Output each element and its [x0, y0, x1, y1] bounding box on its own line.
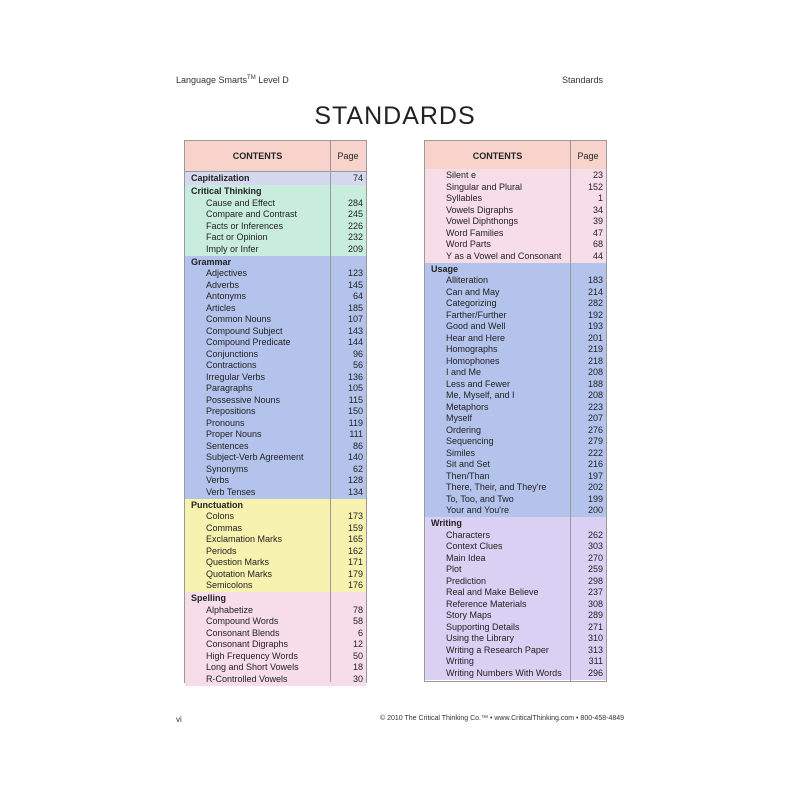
topic-label: Synonyms [206, 463, 249, 474]
table-row [185, 198, 366, 210]
table-row [425, 436, 606, 448]
page-number-cell: 105 [347, 383, 363, 393]
topic-label: Writing [446, 656, 474, 666]
page-number-cell: 216 [587, 459, 603, 469]
page-number-cell: 115 [348, 394, 363, 405]
topic-label: Sit and Set [446, 459, 491, 469]
page-number-cell: 143 [347, 325, 363, 336]
page-number-cell: 208 [587, 367, 603, 377]
table-row [185, 280, 366, 292]
page-number-cell: 202 [587, 482, 603, 492]
topic-label: I and Me [446, 367, 482, 377]
topic-label: Using the Library [446, 633, 515, 643]
topic-label: Similes [446, 447, 476, 458]
table-row [185, 441, 366, 453]
topic-label: Y as a Vowel and Consonant [446, 250, 562, 261]
topic-label: Verb Tenses [206, 486, 256, 497]
page-number-cell: 232 [347, 232, 363, 242]
topic-label: Conjunctions [206, 348, 259, 359]
page-number-cell: 162 [347, 545, 363, 556]
table-row [425, 471, 606, 483]
topic-label: R-Controlled Vowels [206, 673, 288, 684]
table-row [425, 530, 606, 542]
table-row [425, 668, 606, 680]
topic-label: Semicolons [206, 580, 253, 590]
table-row [185, 232, 366, 244]
topic-label: Possessive Nouns [206, 394, 281, 405]
table-row [185, 406, 366, 418]
table-row [185, 674, 366, 686]
topic-label: Hear and Here [446, 332, 506, 343]
table-row [185, 662, 366, 674]
topic-label: Supporting Details [446, 621, 520, 632]
table-row [185, 429, 366, 441]
topic-label: Ordering [446, 424, 482, 435]
page-number-cell: 6 [357, 627, 363, 638]
page-number-cell: 86 [352, 440, 363, 451]
table-row [185, 337, 366, 349]
table-row [185, 452, 366, 464]
page-number-cell: 150 [347, 406, 363, 416]
page-number-cell: 183 [587, 275, 603, 285]
section-heading: Punctuation [191, 499, 243, 510]
page-number-cell: 78 [352, 604, 363, 615]
topic-label: Contractions [206, 360, 257, 370]
page-number-cell: 207 [587, 413, 603, 423]
page-number-cell: 128 [347, 475, 363, 485]
topic-label: Pronouns [206, 417, 245, 428]
page-number-cell: 136 [347, 371, 363, 382]
page-number-cell: 47 [592, 227, 603, 238]
table-row [185, 209, 366, 221]
topic-label: Metaphors [446, 401, 489, 412]
page-number-cell: 308 [587, 598, 603, 609]
page-number-cell: 298 [587, 575, 603, 586]
section-heading: Critical Thinking [191, 186, 262, 196]
table-row [185, 326, 366, 338]
table-row [425, 576, 606, 588]
topic-label: Proper Nouns [206, 429, 262, 439]
page-title: STANDARDS [314, 102, 476, 130]
table-row [185, 511, 366, 523]
page-number-cell: 50 [352, 650, 363, 661]
table-row [425, 228, 606, 240]
topic-label: Word Families [446, 227, 504, 238]
standards-table-left [184, 140, 367, 683]
table-row [185, 372, 366, 384]
table-row [185, 349, 366, 361]
table-row [185, 569, 366, 581]
table-row [425, 367, 606, 379]
table-header [425, 141, 606, 172]
page-number-cell: 119 [348, 417, 363, 428]
table-row [185, 268, 366, 280]
topic-label: Sentences [206, 440, 249, 451]
topic-label: High Frequency Words [206, 650, 298, 661]
page-number-cell: 276 [587, 424, 603, 435]
page-number-cell: 134 [347, 486, 363, 497]
table-row [425, 402, 606, 414]
contents-header: CONTENTS [232, 151, 283, 161]
page-number-cell: 200 [587, 505, 603, 515]
page-number-cell: 199 [587, 493, 603, 504]
table-row [185, 464, 366, 476]
page-number-cell: 64 [352, 291, 363, 301]
section-heading-row [185, 173, 366, 185]
page-number-cell: 179 [347, 568, 363, 579]
topic-label: Myself [446, 413, 473, 423]
table-row [425, 564, 606, 576]
table-row [425, 193, 606, 205]
table-row [425, 287, 606, 299]
running-header-left: Language Smarts™ Level D [176, 75, 289, 85]
table-row [425, 205, 606, 217]
section-heading-row [425, 518, 606, 530]
section-heading-row [185, 500, 366, 512]
page-number-cell: 259 [587, 564, 603, 574]
topic-label: Then/Than [446, 470, 490, 481]
page-number-cell: 289 [587, 610, 603, 620]
page-number-cell: 271 [587, 621, 603, 632]
topic-label: Your and You're [446, 505, 509, 515]
section-heading: Spelling [191, 593, 227, 603]
table-row [425, 239, 606, 251]
page-number-cell: 62 [352, 463, 363, 474]
table-row [185, 557, 366, 569]
page-number-cell: 208 [587, 390, 603, 400]
topic-label: Commas [206, 522, 243, 533]
page-number-cell: 18 [352, 662, 363, 672]
topic-label: Long and Short Vowels [206, 662, 299, 672]
copyright-footer: © 2010 The Critical Thinking Co.™ • www.CriticalThinking.com • 800-458-4849 [380, 715, 625, 722]
table-row [185, 628, 366, 640]
section-heading: Usage [431, 263, 459, 274]
page-number-cell: 23 [592, 170, 603, 180]
table-row [425, 182, 606, 194]
section-heading: Capitalization [191, 173, 250, 183]
table-row [185, 314, 366, 326]
page-number-cell: 284 [347, 197, 363, 208]
page-number-cell: 192 [587, 309, 603, 320]
topic-label: Imply or Infer [206, 243, 259, 254]
table-row [425, 425, 606, 437]
page-number-cell: 68 [592, 239, 603, 249]
topic-label: Context Clues [446, 541, 503, 551]
table-row [185, 651, 366, 663]
page-number-cell: 222 [587, 447, 603, 458]
topic-label: Singular and Plural [446, 181, 523, 192]
page-header: Page [577, 151, 599, 161]
topic-label: Antonyms [206, 291, 247, 301]
page-number-cell: 159 [347, 522, 363, 533]
topic-label: Question Marks [206, 557, 270, 567]
topic-label: Compare and Contrast [206, 209, 298, 219]
table-row [425, 494, 606, 506]
table-row [425, 622, 606, 634]
table-row [185, 291, 366, 303]
table-row [185, 605, 366, 617]
page-number-cell: 282 [587, 298, 603, 308]
topic-label: Real and Make Believe [446, 587, 539, 597]
page-number-cell: 296 [587, 667, 603, 678]
page-number: vi [176, 715, 182, 724]
topic-label: Less and Fewer [446, 378, 511, 389]
topic-label: Compound Subject [206, 325, 283, 336]
page-number-cell: 279 [587, 436, 603, 446]
topic-label: Writing a Research Paper [446, 644, 549, 655]
topic-label: Silent e [446, 170, 477, 180]
topic-label: Consonant Digraphs [206, 639, 289, 649]
table-row [425, 553, 606, 565]
table-row [425, 356, 606, 368]
topic-label: Vowel Diphthongs [446, 216, 519, 226]
page-number-cell: 188 [587, 378, 603, 389]
topic-label: Syllables [446, 193, 483, 203]
table-row [185, 221, 366, 233]
topic-label: Prepositions [206, 406, 256, 416]
page-number-cell: 313 [587, 644, 603, 655]
topic-label: Alliteration [446, 275, 489, 285]
standards-table-right [424, 140, 607, 682]
topic-label: Exclamation Marks [206, 534, 283, 544]
table-row [425, 216, 606, 228]
table-row [185, 244, 366, 256]
topic-label: Plot [446, 564, 462, 574]
page-number-cell: 201 [587, 332, 603, 343]
section-heading-row [185, 186, 366, 198]
table-row [425, 610, 606, 622]
topic-label: Fact or Opinion [206, 232, 268, 242]
table-row [425, 645, 606, 657]
page-number-cell: 303 [587, 541, 603, 551]
page-number-cell: 226 [347, 220, 363, 231]
page-number-cell: 173 [347, 511, 363, 521]
page-number-cell: 209 [347, 243, 363, 254]
topic-label: Writing Numbers With Words [446, 667, 562, 678]
page-number-cell: 197 [587, 470, 603, 481]
table-row [185, 487, 366, 499]
table-row [185, 303, 366, 315]
topic-label: Can and May [446, 286, 500, 297]
page-number-cell: 245 [347, 209, 363, 219]
table-row [425, 310, 606, 322]
page-number-cell: 171 [347, 557, 363, 567]
topic-label: Compound Words [206, 616, 279, 626]
table-row [425, 656, 606, 668]
table-row [425, 633, 606, 645]
section-heading-row [425, 264, 606, 276]
page-header: Page [337, 151, 359, 161]
topic-label: Cause and Effect [206, 197, 275, 208]
topic-label: Irregular Verbs [206, 371, 266, 382]
table-row [425, 170, 606, 182]
page-number-cell: 96 [352, 348, 363, 359]
table-row [425, 482, 606, 494]
page-number-cell: 310 [587, 633, 603, 643]
topic-label: Homographs [446, 344, 498, 354]
page-number-cell: 1 [597, 193, 603, 203]
page-number-cell: 107 [347, 314, 363, 324]
topic-label: Characters [446, 529, 491, 540]
topic-label: Colons [206, 511, 235, 521]
topic-label: Main Idea [446, 552, 486, 563]
page-number-cell: 311 [588, 656, 603, 666]
table-header [185, 141, 366, 172]
topic-label: Vowels Digraphs [446, 204, 514, 215]
topic-label: Reference Materials [446, 598, 527, 609]
topic-label: Alphabetize [206, 604, 254, 615]
topic-label: Subject-Verb Agreement [206, 452, 304, 462]
topic-label: Homophones [446, 355, 500, 366]
page-number-cell: 219 [587, 344, 603, 354]
page-number-cell: 223 [587, 401, 603, 412]
table-row [425, 298, 606, 310]
page-number-cell: 123 [347, 268, 363, 278]
table-row [185, 523, 366, 535]
page-number-cell: 262 [587, 529, 603, 540]
page-number-cell: 165 [347, 534, 363, 544]
table-row [185, 534, 366, 546]
table-row [425, 344, 606, 356]
page-number-cell: 56 [352, 360, 363, 370]
topic-label: Facts or Inferences [206, 220, 284, 231]
topic-label: Good and Well [446, 321, 506, 331]
topic-label: Me, Myself, and I [446, 390, 515, 400]
page-number-cell: 218 [587, 355, 603, 366]
page-number-cell: 214 [587, 286, 603, 297]
table-row [425, 275, 606, 287]
running-header-right: Standards [562, 75, 604, 85]
topic-label: Verbs [206, 475, 230, 485]
page-number-cell: 145 [347, 279, 363, 290]
page-number-cell: 34 [592, 204, 603, 215]
table-row [425, 321, 606, 333]
topic-label: Word Parts [446, 239, 491, 249]
section-heading-row [185, 593, 366, 605]
table-row [425, 333, 606, 345]
table-row [425, 448, 606, 460]
table-row [185, 418, 366, 430]
table-row [425, 459, 606, 471]
page-number-cell: 12 [352, 639, 363, 649]
topic-label: Story Maps [446, 610, 492, 620]
topic-label: There, Their, and They're [446, 482, 547, 492]
table-row [185, 639, 366, 651]
table-row [425, 541, 606, 553]
page-number-cell: 152 [587, 181, 603, 192]
page-number-cell: 39 [592, 216, 603, 226]
topic-label: Quotation Marks [206, 568, 273, 579]
topic-label: Prediction [446, 575, 487, 586]
topic-label: Categorizing [446, 298, 497, 308]
page-number-cell: 193 [587, 321, 603, 331]
section-heading: Grammar [191, 256, 232, 267]
contents-header: CONTENTS [472, 151, 523, 161]
page-number-cell: 176 [347, 580, 363, 590]
topic-label: Common Nouns [206, 314, 272, 324]
table-row [425, 251, 606, 263]
topic-label: Periods [206, 545, 237, 556]
page-number-cell: 111 [349, 429, 363, 439]
page-number-cell: 74 [352, 173, 363, 183]
page-number-cell: 44 [592, 250, 603, 261]
page-number-cell: 140 [347, 452, 363, 462]
table-row [425, 505, 606, 517]
topic-label: Consonant Blends [206, 627, 280, 638]
table-row [185, 383, 366, 395]
topic-label: Farther/Further [446, 309, 507, 320]
table-row [185, 546, 366, 558]
topic-label: Adjectives [206, 268, 248, 278]
page-number-cell: 30 [352, 673, 363, 684]
table-row [185, 360, 366, 372]
page-number-cell: 237 [587, 587, 603, 597]
page-number-cell: 270 [587, 552, 603, 563]
topic-label: Articles [206, 302, 236, 313]
table-row [185, 475, 366, 487]
table-row [185, 616, 366, 628]
table-row [425, 379, 606, 391]
section-heading-row [185, 257, 366, 269]
topic-label: Adverbs [206, 279, 240, 290]
topic-label: To, Too, and Two [446, 493, 514, 504]
table-row [425, 587, 606, 599]
table-row [185, 395, 366, 407]
page-number-cell: 185 [347, 302, 363, 313]
page-number-cell: 58 [352, 616, 363, 626]
topic-label: Paragraphs [206, 383, 253, 393]
table-row [185, 580, 366, 592]
topic-label: Sequencing [446, 436, 494, 446]
table-row [425, 390, 606, 402]
table-row [425, 413, 606, 425]
topic-label: Compound Predicate [206, 337, 291, 347]
section-heading: Writing [431, 518, 462, 528]
page-number-cell: 144 [347, 337, 363, 347]
table-row [425, 599, 606, 611]
